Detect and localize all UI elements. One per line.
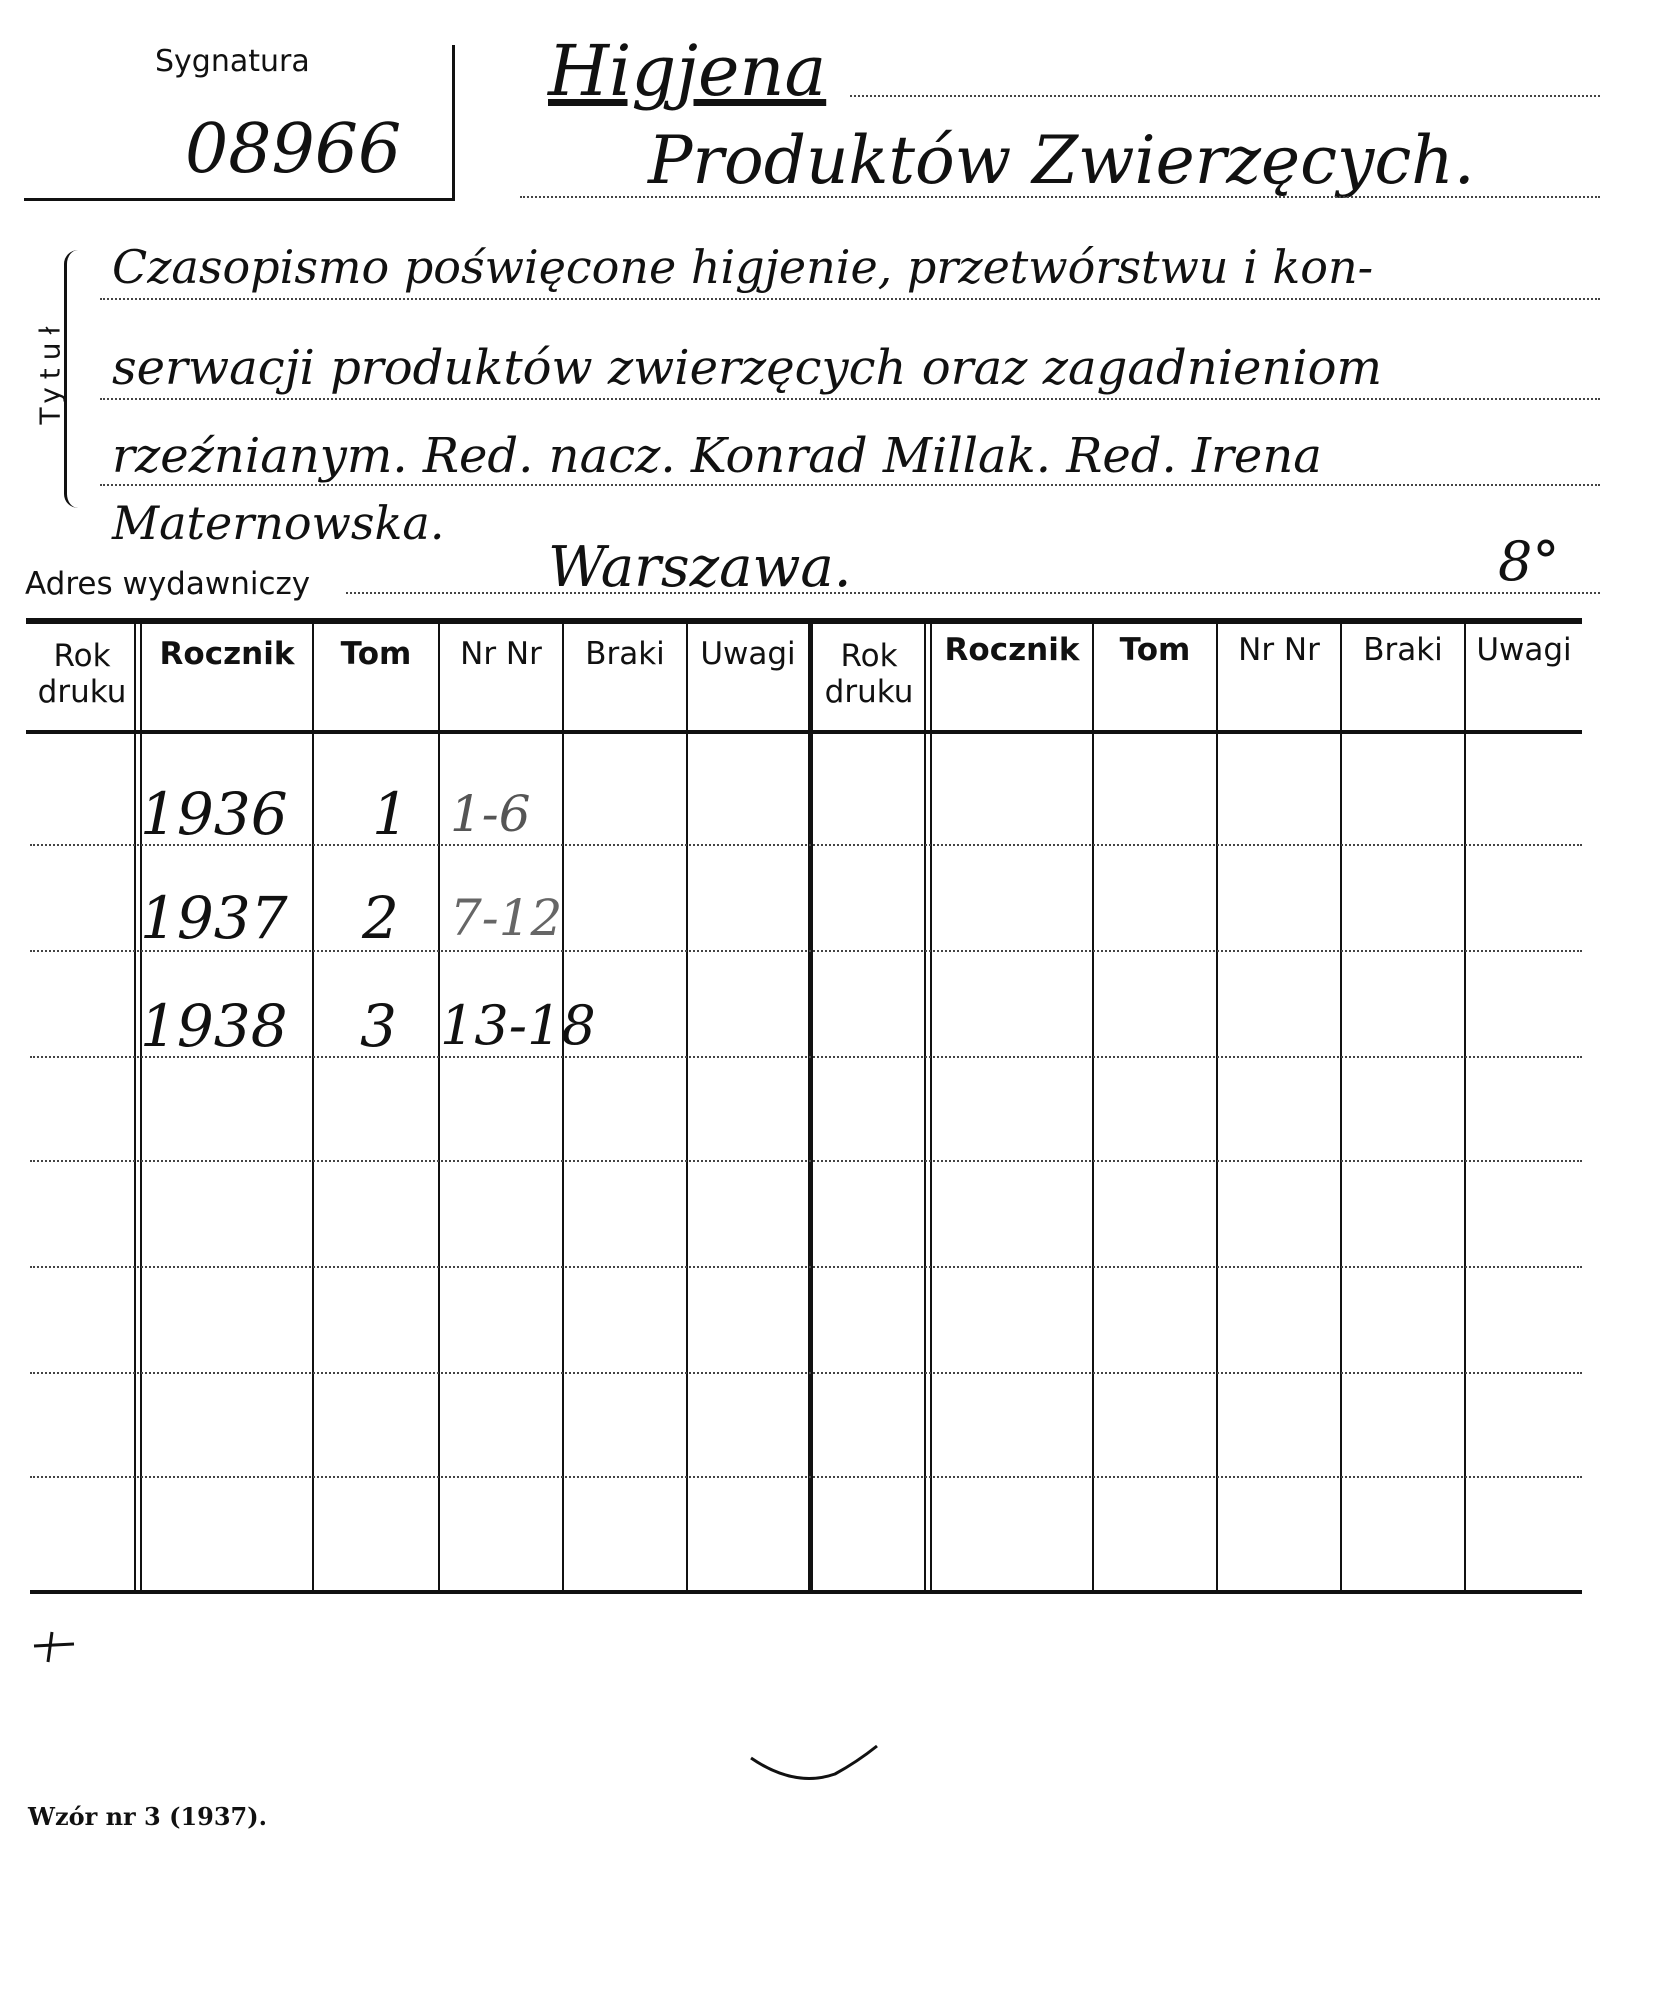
col-sep-2 bbox=[312, 622, 314, 1592]
curve-mark bbox=[745, 1738, 885, 1798]
description-dotline1 bbox=[100, 298, 1600, 300]
col-sep-10 bbox=[1340, 622, 1342, 1592]
address-format: 8° bbox=[1498, 530, 1560, 593]
description-dotline3 bbox=[100, 484, 1600, 486]
table-row-3-nrnr: 13-18 bbox=[440, 994, 596, 1057]
header-rocznik: Rocznik bbox=[159, 636, 295, 672]
header-tom: Tom bbox=[340, 636, 412, 672]
table-row-1-nrnr: 1-6 bbox=[450, 785, 531, 843]
description-line2: serwacji produktów zwierzęcych oraz zagadnieniom bbox=[112, 340, 1383, 396]
header-uwagi-right: Uwagi bbox=[1476, 632, 1572, 668]
description-line1: Czasopismo poświęcone higjenie, przetwórstwu i kon- bbox=[112, 240, 1374, 294]
table-row-3-tom: 3 bbox=[360, 992, 397, 1060]
side-bracket bbox=[64, 250, 85, 508]
col-sep-1 bbox=[134, 622, 136, 1592]
col-sep-7 bbox=[924, 622, 926, 1592]
row-dotline-7 bbox=[30, 1476, 1582, 1478]
title-dotline1 bbox=[850, 95, 1600, 97]
col-sep-1b bbox=[140, 622, 142, 1592]
title-line1: Higjena bbox=[548, 30, 827, 112]
signature-right-border bbox=[452, 45, 455, 201]
col-sep-4 bbox=[562, 622, 564, 1592]
col-sep-3 bbox=[438, 622, 440, 1592]
col-sep-5 bbox=[686, 622, 688, 1592]
header-tom-right: Tom bbox=[1119, 632, 1191, 668]
row-dotline-4 bbox=[30, 1160, 1582, 1162]
table-bottom-border bbox=[30, 1590, 1582, 1594]
col-sep-middle bbox=[808, 622, 813, 1592]
table-row-1-rocznik: 1936 bbox=[140, 780, 288, 848]
col-sep-7b bbox=[930, 622, 932, 1592]
description-line3: rzeźnianym. Red. nacz. Konrad Millak. Red. Irena bbox=[112, 428, 1322, 484]
description-dotline2 bbox=[100, 398, 1600, 400]
col-sep-9 bbox=[1216, 622, 1218, 1592]
header-nrnr-right: Nr Nr bbox=[1238, 632, 1320, 668]
header-uwagi: Uwagi bbox=[700, 636, 796, 672]
header-nrnr: Nr Nr bbox=[460, 636, 542, 672]
header-braki-right: Braki bbox=[1363, 632, 1443, 668]
table-row-1-tom: 1 bbox=[372, 780, 409, 848]
table-row-2-nrnr: 7-12 bbox=[450, 889, 563, 947]
table-row-2-tom: 2 bbox=[362, 884, 399, 952]
description-line4: Maternowska. bbox=[112, 496, 445, 550]
header-rok-druku: Rok druku bbox=[37, 638, 127, 710]
title-line2: Produktów Zwierzęcych. bbox=[648, 122, 1475, 199]
table-row-2-rocznik: 1937 bbox=[140, 884, 288, 952]
table-top-border bbox=[26, 618, 1582, 624]
title-dotline2 bbox=[520, 196, 1600, 198]
address-dotline bbox=[346, 592, 1600, 594]
form-number: Wzór nr 3 (1937). bbox=[28, 1802, 267, 1831]
col-sep-8 bbox=[1092, 622, 1094, 1592]
col-sep-11 bbox=[1464, 622, 1466, 1592]
row-dotline-6 bbox=[30, 1372, 1582, 1374]
header-rocznik-right: Rocznik bbox=[944, 632, 1080, 668]
cross-mark bbox=[30, 1626, 80, 1666]
side-label-tytul: Tytuł bbox=[33, 318, 67, 425]
signature-value: 08966 bbox=[185, 110, 402, 189]
table-header-bottom-border bbox=[26, 730, 1582, 734]
address-place: Warszawa. bbox=[548, 535, 852, 600]
header-rok-druku-right: Rok druku bbox=[824, 638, 914, 710]
row-dotline-5 bbox=[30, 1266, 1582, 1268]
address-label: Adres wydawniczy bbox=[25, 566, 311, 602]
header-braki: Braki bbox=[585, 636, 665, 672]
table-row-3-rocznik: 1938 bbox=[140, 992, 288, 1060]
signature-label: Sygnatura bbox=[155, 44, 310, 79]
signature-bottom-border bbox=[24, 198, 455, 201]
